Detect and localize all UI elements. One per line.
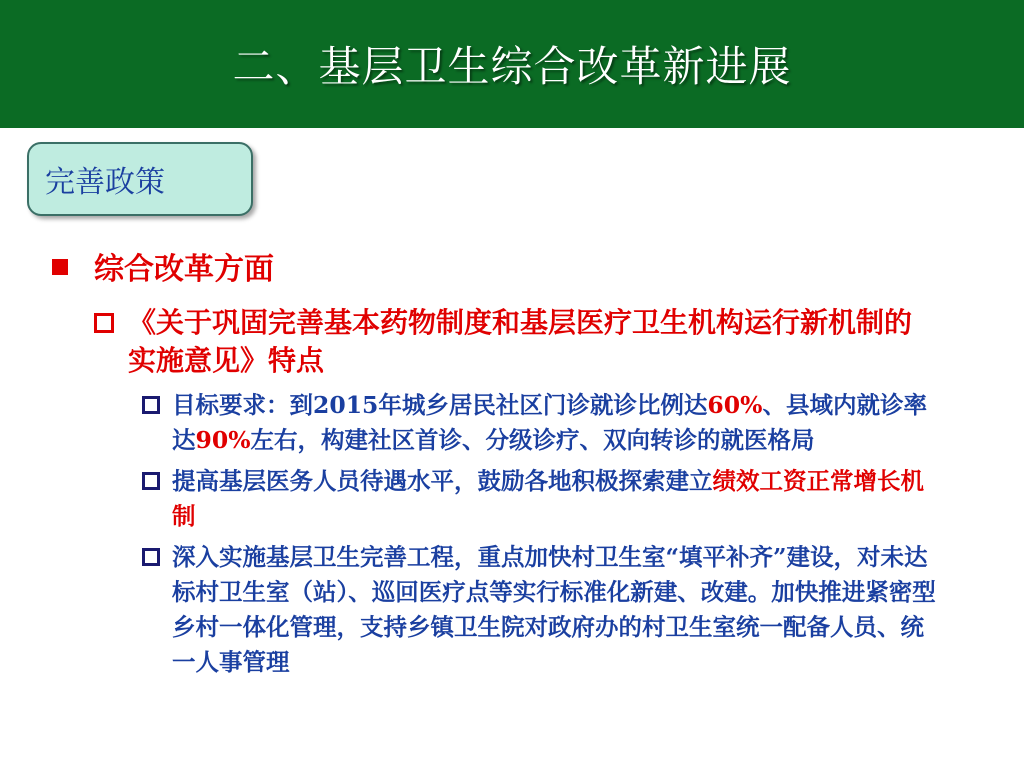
section-label-box (27, 142, 253, 216)
outline-square-bullet-icon (94, 313, 114, 333)
bullet-level2 (94, 304, 934, 380)
goal-highlight-60: 60% (707, 391, 763, 419)
bullet-level3-text (172, 464, 942, 534)
outline-square-bullet-icon (142, 396, 160, 414)
goal-highlight-90: 90% (195, 426, 251, 454)
goal-text-2: 、县域内就诊率达 (172, 391, 927, 454)
bullet-level1 (52, 244, 952, 288)
outline-square-bullet-icon (142, 472, 160, 490)
bullet-level3-text (172, 388, 942, 458)
bullet-level1-text: 综合改革方面 (94, 252, 274, 287)
bullet-level3-item (142, 388, 942, 458)
bullet-level2-text: 《关于巩固完善基本药物制度和基层医疗卫生机构运行新机制的实施意见》特点 (128, 306, 913, 377)
outline-square-bullet-icon (142, 548, 160, 566)
title-banner (0, 0, 1024, 128)
section-label: 完善政策 (45, 165, 165, 200)
slide-title: 二、基层卫生综合改革新进展 (232, 42, 792, 91)
salary-highlight: 绩效工资正常增长机制 (172, 467, 924, 530)
bullet-level3-item (142, 540, 942, 680)
salary-text: 提高基层医务人员待遇水平，鼓励各地积极探索建立 (172, 467, 713, 495)
goal-text-1: 目标要求：到2015年城乡居民社区门诊就诊比例达 (172, 391, 708, 419)
bullet-level3-list (142, 388, 942, 686)
bullet-level3-item (142, 464, 942, 534)
filled-square-bullet-icon (52, 259, 68, 275)
goal-text-3: 左右，构建社区首诊、分级诊疗、双向转诊的就医格局 (250, 426, 815, 454)
bullet-level3-text: 深入实施基层卫生完善工程，重点加快村卫生室“填平补齐”建设，对未达标村卫生室（站）、巡回医疗点等实行标准化新建、改建。加快推进紧密型乡村一体化管理，支持乡镇卫生院对政府办的村卫生室统一配备人员、统一人事管理 (172, 543, 936, 676)
